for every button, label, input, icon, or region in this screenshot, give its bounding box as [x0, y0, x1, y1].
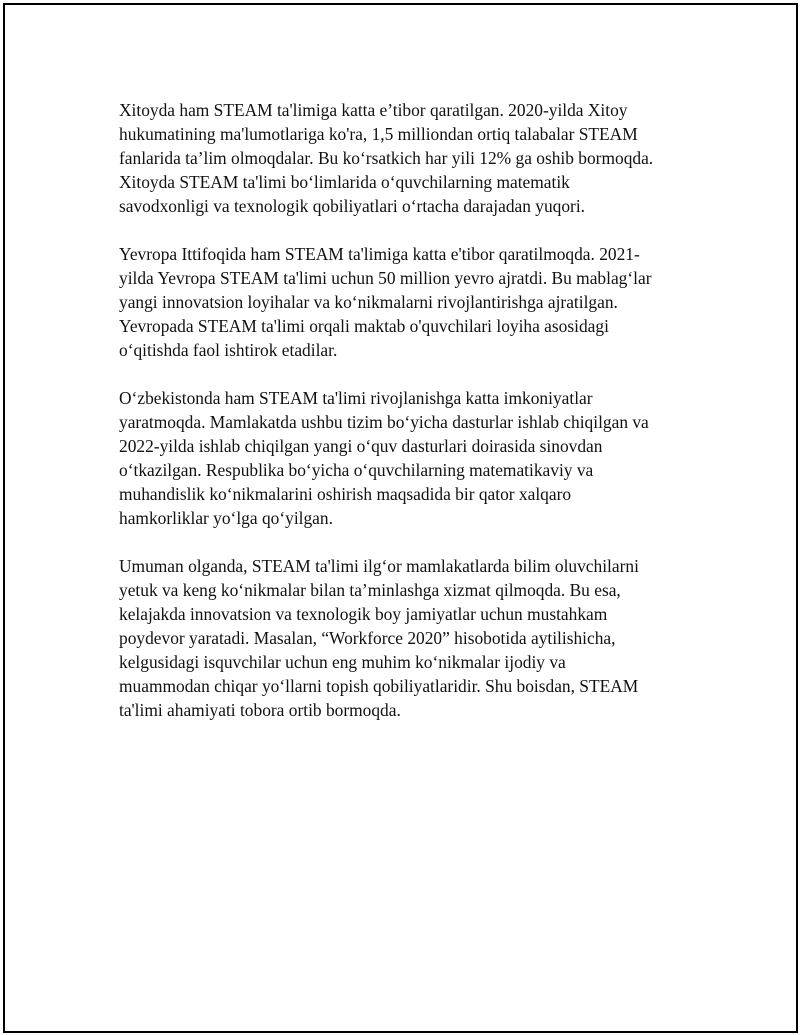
paragraph-china [119, 98, 699, 218]
document-body [119, 98, 699, 746]
text-line: muammodan chiqar yo‘llarni topish qobiliyatlaridir. Shu boisdan, STEAM [119, 676, 639, 696]
text-line: kelajakda innovatsion va texnologik boy jamiyatlar uchun mustahkam [119, 604, 608, 624]
text-line: kelgusidagi isquvchilar uchun eng muhim ko‘nikmalar ijodiy va [119, 652, 566, 672]
text-line: muhandislik ko‘nikmalarini oshirish maqsadida bir qator xalqaro [119, 484, 572, 504]
text-line: Yevropa Ittifoqida ham STEAM ta'limiga katta e'tibor qaratilmoqda. 2021- [119, 244, 640, 264]
text-line: o‘tkazilgan. Respublika bo‘yicha o‘quvchilarning matematikaviy va [119, 460, 594, 480]
paragraph-uzbekistan [119, 386, 699, 530]
paragraph-europe [119, 242, 699, 362]
text-line: yetuk va keng ko‘nikmalar bilan ta’minlashga xizmat qilmoqda. Bu esa, [119, 580, 621, 600]
document-page [3, 3, 798, 1033]
text-line: poydevor yaratadi. Masalan, “Workforce 2020” hisobotida aytilishicha, [119, 628, 616, 648]
text-line: 2022-yilda ishlab chiqilgan yangi o‘quv dasturlari doirasida sinovdan [119, 436, 603, 456]
text-line: savodxonligi va texnologik qobiliyatlari o‘rtacha darajadan yuqori. [119, 196, 586, 216]
paragraph-conclusion [119, 554, 699, 722]
text-line: o‘qitishda faol ishtirok etadilar. [119, 340, 338, 360]
text-line: Xitoyda STEAM ta'limi bo‘limlarida o‘quvchilarning matematik [119, 172, 570, 192]
text-line: Umuman olganda, STEAM ta'limi ilg‘or mamlakatlarda bilim oluvchilarni [119, 556, 639, 576]
text-line: yilda Yevropa STEAM ta'limi uchun 50 million yevro ajratdi. Bu mablag‘lar [119, 268, 652, 288]
text-line: ta'limi ahamiyati tobora ortib bormoqda. [119, 700, 401, 720]
text-line: yangi innovatsion loyihalar va ko‘nikmalarni rivojlantirishga ajratilgan. [119, 292, 618, 312]
text-line: hukumatining ma'lumotlariga ko'ra, 1,5 milliondan ortiq talabalar STEAM [119, 124, 638, 144]
text-line: Yevropada STEAM ta'limi orqali maktab o'quvchilari loyiha asosidagi [119, 316, 609, 336]
text-line: yaratmoqda. Mamlakatda ushbu tizim bo‘yicha dasturlar ishlab chiqilgan va [119, 412, 649, 432]
text-line: hamkorliklar yo‘lga qo‘yilgan. [119, 508, 333, 528]
text-line: O‘zbekistonda ham STEAM ta'limi rivojlanishga katta imkoniyatlar [119, 388, 593, 408]
text-line: Xitoyda ham STEAM ta'limiga katta e’tibor qaratilgan. 2020-yilda Xitoy [119, 100, 628, 120]
text-line: fanlarida ta’lim olmoqdalar. Bu ko‘rsatkich har yili 12% ga oshib bormoqda. [119, 148, 654, 168]
